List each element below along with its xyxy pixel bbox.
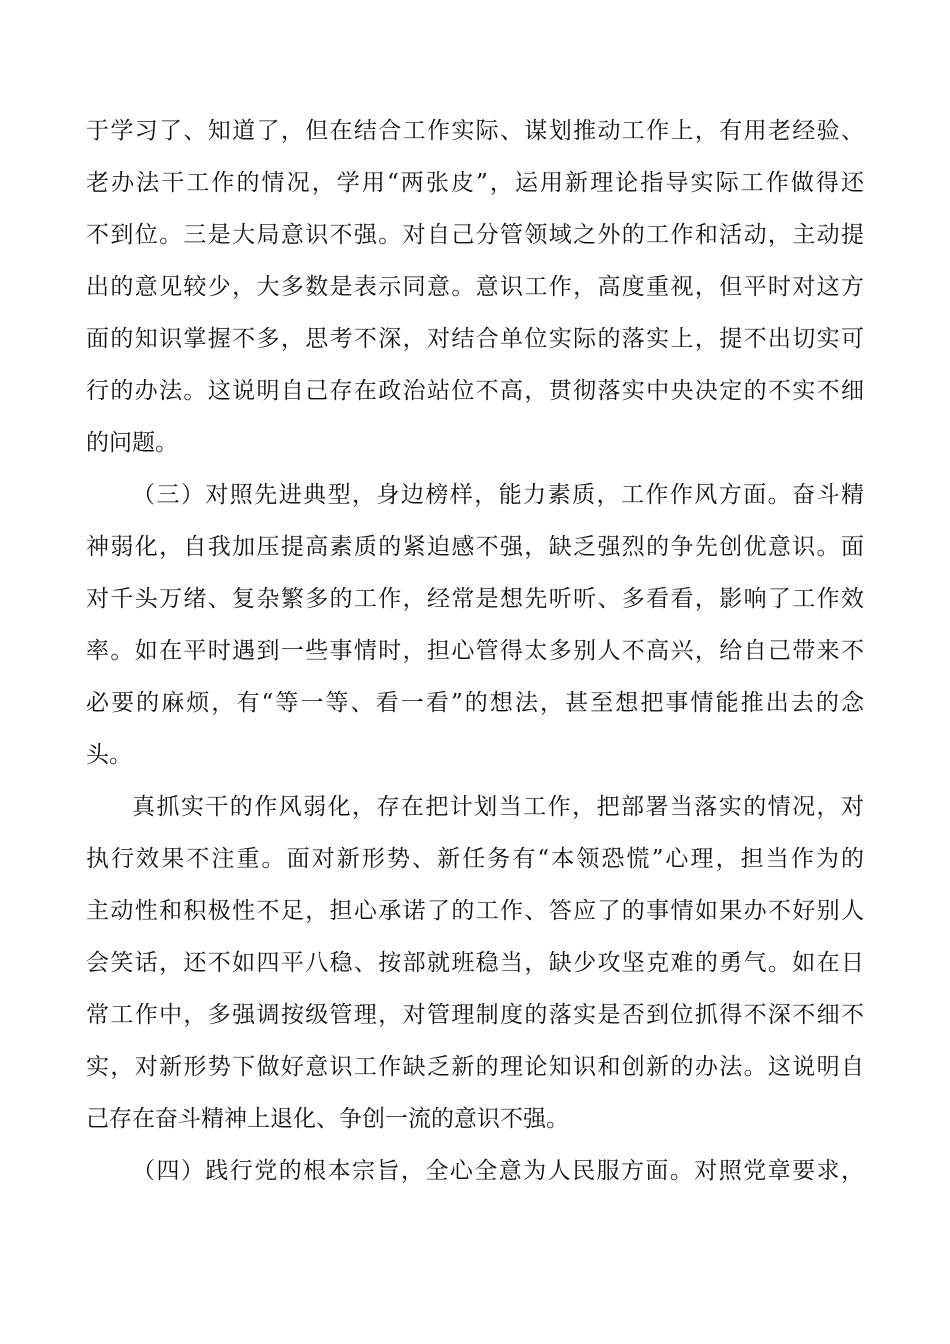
text-line: 实，对新形势下做好意识工作缺乏新的理论知识和创新的办法。这说明自 bbox=[86, 1054, 864, 1080]
text-line: 于学习了、知道了，但在结合工作实际、谋划推动工作上，有用老经验、 bbox=[86, 118, 864, 144]
text-line: 执行效果不注重。面对新形势、新任务有“本领恐慌”心理，担当作为的 bbox=[86, 846, 864, 872]
paragraph-4 bbox=[86, 1145, 864, 1197]
paragraph-1 bbox=[86, 105, 864, 469]
text-line: 必要的麻烦，有“等一等、看一看”的想法，甚至想把事情能推出去的念 bbox=[86, 690, 864, 716]
text-line: 对千头万绪、复杂繁多的工作，经常是想先听听、多看看，影响了工作效 bbox=[86, 586, 864, 612]
text-line: 常工作中，多强调按级管理，对管理制度的落实是否到位抓得不深不细不 bbox=[86, 1002, 864, 1028]
paragraph-2 bbox=[86, 469, 864, 781]
text-line: 行的办法。这说明自己存在政治站位不高，贯彻落实中央决定的不实不细 bbox=[86, 378, 864, 404]
text-line: 不到位。三是大局意识不强。对自己分管领域之外的工作和活动，主动提 bbox=[86, 222, 864, 248]
text-line: 己存在奋斗精神上退化、争创一流的意识不强。 bbox=[86, 1106, 569, 1132]
text-line: （四）践行党的根本宗旨，全心全意为人民服方面。对照党章要求， bbox=[132, 1158, 864, 1184]
text-line: 的问题。 bbox=[86, 430, 178, 456]
text-line: 主动性和积极性不足，担心承诺了的工作、答应了的事情如果办不好别人 bbox=[86, 898, 864, 924]
text-line: 会笑话，还不如四平八稳、按部就班稳当，缺少攻坚克难的勇气。如在日 bbox=[86, 950, 864, 976]
paragraph-3 bbox=[86, 781, 864, 1145]
document-page bbox=[86, 105, 864, 1197]
text-line: 面的知识掌握不多，思考不深，对结合单位实际的落实上，提不出切实可 bbox=[86, 326, 864, 352]
text-line: 出的意见较少，大多数是表示同意。意识工作，高度重视，但平时对这方 bbox=[86, 274, 864, 300]
text-line: 老办法干工作的情况，学用“两张皮”，运用新理论指导实际工作做得还 bbox=[86, 170, 864, 196]
text-line: （三）对照先进典型，身边榜样，能力素质，工作作风方面。奋斗精 bbox=[132, 482, 864, 508]
text-line: 率。如在平时遇到一些事情时，担心管得太多别人不高兴，给自己带来不 bbox=[86, 638, 864, 664]
text-line: 神弱化，自我加压提高素质的紧迫感不强，缺乏强烈的争先创优意识。面 bbox=[86, 534, 864, 560]
text-line: 真抓实干的作风弱化，存在把计划当工作，把部署当落实的情况，对 bbox=[132, 794, 864, 820]
text-line: 头。 bbox=[86, 742, 132, 768]
